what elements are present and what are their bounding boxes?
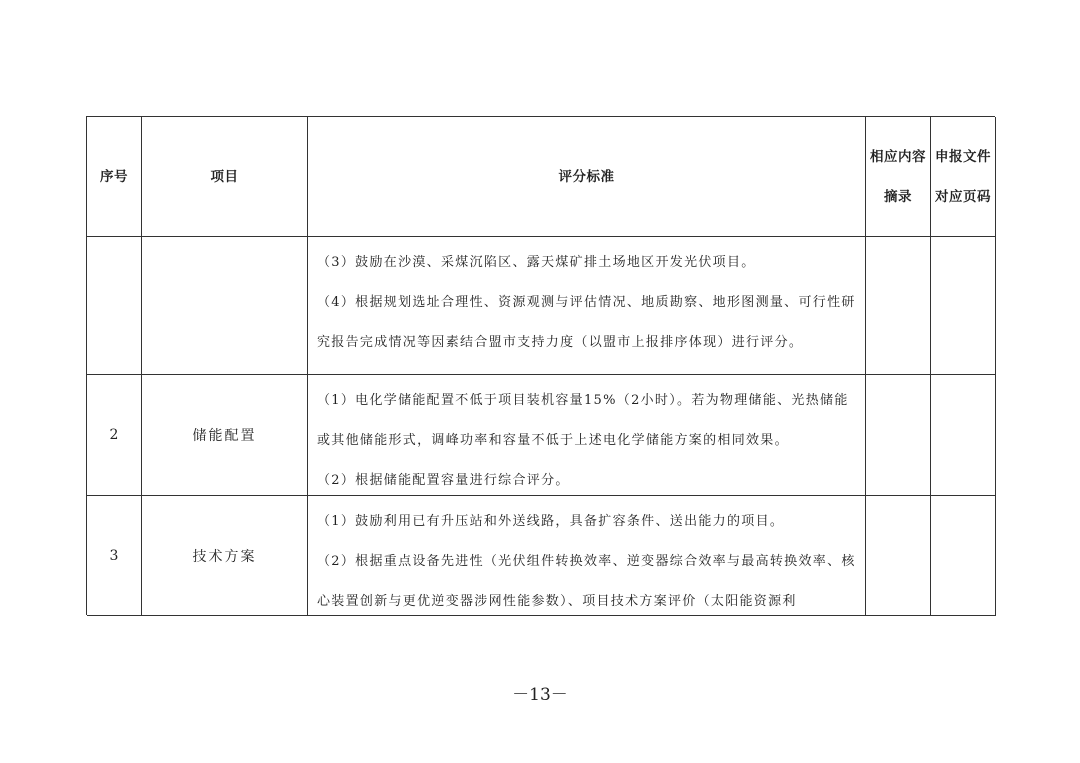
row-3-criteria <box>308 496 866 616</box>
header-page-ref: 申报文件对应页码 <box>931 117 996 237</box>
row-2-excerpt <box>866 375 931 496</box>
row-1-criteria <box>308 237 866 375</box>
row-3-criteria-line-1: （1）鼓励利用已有升压站和外送线路，具备扩容条件、送出能力的项目。 <box>317 514 785 529</box>
row-2-criteria <box>308 375 866 496</box>
row-1-criteria-line-2: （4）根据规划选址合理性、资源观测与评估情况、地质勘察、地形图测量、可行性研究报告完成情况等因素结合盟市支持力度（以盟市上报排序体现）进行评分。 <box>317 295 856 350</box>
row-3-seq: 3 <box>87 496 142 616</box>
row-2-criteria-line-2: （2）根据储能配置容量进行综合评分。 <box>317 473 570 488</box>
header-seq: 序号 <box>87 117 142 237</box>
row-3-criteria-line-2: （2）根据重点设备先进性（光伏组件转换效率、逆变器综合效率与最高转换效率、核心装置创新与更优逆变器涉网性能参数）、项目技术方案评价（太阳能资源利 <box>317 554 856 609</box>
row-1-seq <box>87 237 142 375</box>
row-2-criteria-line-1: （1）电化学储能配置不低于项目装机容量15%（2小时）。若为物理储能、光热储能或其他储能形式，调峰功率和容量不低于上述电化学储能方案的相同效果。 <box>317 393 849 448</box>
row-3-item: 技术方案 <box>142 496 308 616</box>
page-number: －13－ <box>512 685 568 705</box>
header-excerpt: 相应内容摘录 <box>866 117 931 237</box>
row-1-excerpt <box>866 237 931 375</box>
row-1-page-ref <box>931 237 996 375</box>
row-2-seq: 2 <box>87 375 142 496</box>
row-3-excerpt <box>866 496 931 616</box>
header-criteria: 评分标准 <box>308 117 866 237</box>
row-2-item: 储能配置 <box>142 375 308 496</box>
header-item: 项目 <box>142 117 308 237</box>
row-3-page-ref <box>931 496 996 616</box>
scoring-table <box>86 116 995 615</box>
row-1-item <box>142 237 308 375</box>
row-1-criteria-line-1: （3）鼓励在沙漠、采煤沉陷区、露天煤矿排土场地区开发光伏项目。 <box>317 255 756 270</box>
row-2-page-ref <box>931 375 996 496</box>
